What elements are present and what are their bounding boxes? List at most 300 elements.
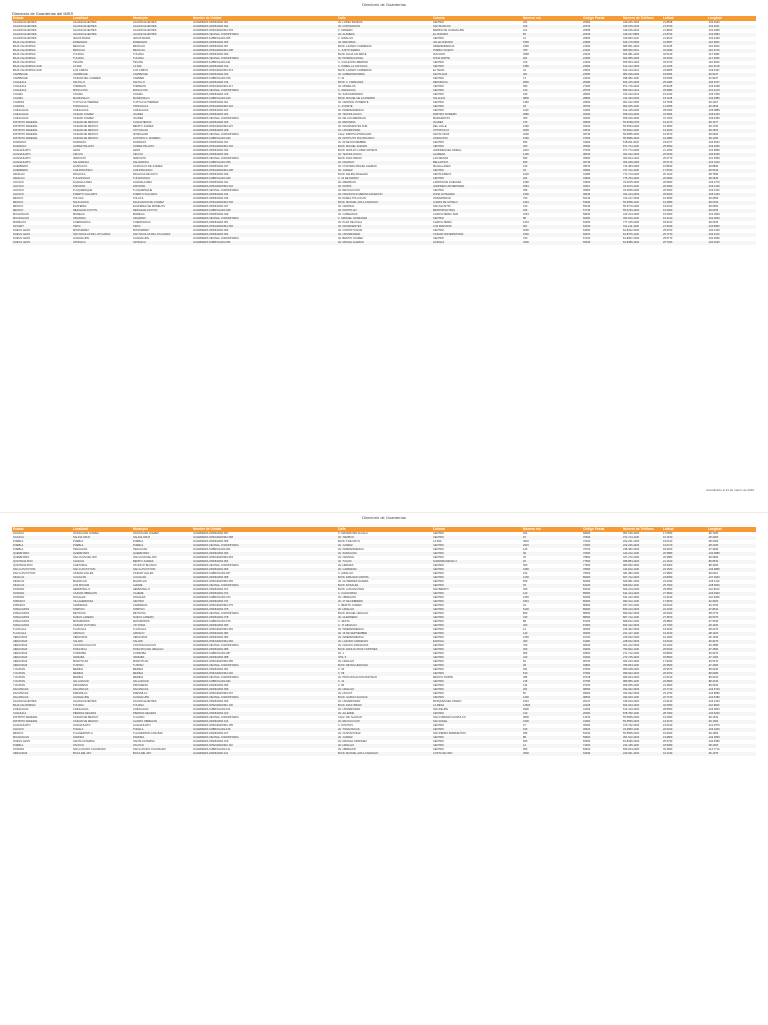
table-cell: 2000 — [523, 229, 529, 232]
table-cell: CIUDAD OBREGON — [73, 592, 97, 595]
table-cell: CENTRO — [433, 612, 444, 615]
table-cell: -93.3750 — [708, 604, 719, 607]
table-cell: GUARDERIA SUBROGADA 036 — [193, 161, 231, 164]
table-cell: VERACRUZ — [13, 648, 28, 651]
table-cell: 66 — [523, 660, 526, 663]
document-subtitle: Directorio de Guarderías del IMSS — [12, 11, 74, 16]
table-cell: -100.2590 — [708, 237, 720, 240]
table-cell: -105.2330 — [708, 193, 720, 196]
table-cell: 229-921-4400 — [623, 752, 640, 755]
table-cell: 340 — [523, 25, 528, 28]
table-cell: GUARDERIA VECINAL COMUNITARIA — [193, 217, 239, 220]
table-cell: -93.1167 — [708, 101, 719, 104]
table-cell: CHIHUAHUA — [13, 113, 29, 116]
table-cell: ZAPOPAN — [73, 185, 86, 188]
table-cell: JALISCO — [13, 193, 24, 196]
table-cell: -101.1800 — [708, 213, 720, 216]
table-cell: DISTRITO FEDERAL — [13, 716, 38, 719]
table-cell: 120 — [523, 89, 528, 92]
table-cell: 64000 — [583, 229, 591, 232]
table-cell: -96.1070 — [708, 752, 719, 755]
table-cell: 485 — [523, 676, 528, 679]
table-cell: GUARDERIA ORDINARIA 099 — [193, 700, 229, 703]
table-cell: CENTRO — [433, 592, 444, 595]
table-cell: GUARDERIA VECINAL COMUNITARIA — [193, 716, 239, 719]
table-cell: 461-612-4400 — [623, 153, 640, 156]
table-cell: 834-312-4400 — [623, 624, 640, 627]
table-cell: BAJA CALIFORNIA — [13, 61, 36, 64]
table-cell: -99.1677 — [708, 121, 719, 124]
table-cell: 510 — [523, 672, 528, 675]
table-cell: BAJA CALIFORNIA — [13, 704, 36, 707]
table-cell: CENTRO — [433, 744, 444, 747]
table-cell: SUPERMANZANA 4 — [433, 560, 457, 563]
table-cell: 24050 — [583, 73, 591, 76]
table-cell: NAUCALPAN DE JUAREZ — [133, 201, 164, 204]
table-cell: 999-944-3300 — [623, 676, 640, 679]
table-cell: REYNOSA — [73, 612, 86, 615]
table-cell: SAN BENITO — [433, 588, 449, 591]
table-cell: GUADALUPE — [73, 696, 89, 699]
table-cell: 90300 — [583, 632, 591, 635]
table-cell: AV. HEROES — [338, 564, 354, 567]
table-cell: -99.9960 — [708, 556, 719, 559]
table-cell: 449-963-1122 — [623, 37, 639, 40]
table-cell: 66350 — [583, 740, 591, 743]
table-cell: GUARDERIA VECINAL COMUNITARIA — [193, 544, 239, 547]
table-cell: 2300 — [523, 45, 529, 48]
table-cell: AGUASCALIENTES — [13, 37, 37, 40]
table-cell: BAJA CALIFORNIA — [13, 45, 36, 48]
table-cell: -97.3920 — [708, 548, 719, 551]
table-cell: AV. ALLENDE — [338, 712, 355, 715]
table-cell: -91.8227 — [708, 77, 719, 80]
table-cell: 27.4870 — [663, 616, 673, 619]
table-cell: 19.6900 — [663, 213, 673, 216]
table-cell: GUARDERIA ORDINARIA 034 — [193, 153, 229, 156]
table-cell: 26000 — [583, 712, 591, 715]
table-cell: BAJA CALIFORNIA SUR — [13, 69, 42, 72]
table-cell: AV. FRANCISCO MEDINA ASCENCIO — [338, 193, 383, 196]
table-cell: 19.3830 — [663, 125, 673, 128]
table-cell: TECATE — [133, 61, 144, 64]
table-cell: 17.0650 — [663, 532, 673, 535]
table-cell: 90000 — [583, 628, 591, 631]
table-cell: 937-372-2020 — [623, 604, 640, 607]
table-cell: 21.0190 — [663, 724, 673, 727]
table-cell: 744-484-3300 — [623, 165, 640, 168]
table-cell: 644-414-4400 — [623, 592, 640, 595]
table-cell: 244-445-1100 — [623, 744, 639, 747]
table-cell: 961-612-3300 — [623, 101, 640, 104]
table-cell: GUARDERIA INTEGRADORA 097 — [193, 692, 233, 695]
table-cell: 1500 — [523, 233, 529, 236]
table-cell: TLALPAN — [133, 716, 145, 719]
table-cell: 82000 — [583, 580, 591, 583]
table-cell: GUARDERIA INTEGRADORA 089 — [193, 660, 233, 663]
table-cell: PIEDRAS NEGRAS — [73, 712, 97, 715]
table-cell: 222-246-4400 — [623, 544, 640, 547]
table-cell: VERACRUZ — [73, 636, 88, 639]
table-cell: DURANGO — [13, 145, 27, 148]
table-cell: GUADALAJARA — [73, 181, 93, 184]
table-cell: -97.4590 — [708, 648, 719, 651]
table-cell: PIEDRAS NEGRAS — [133, 712, 157, 715]
table-cell: AV. INSURGENTES SUR — [338, 125, 368, 128]
table-cell: GUARDERIA INTEGRADORA 069 — [193, 580, 233, 583]
table-cell: CHIHUAHUA — [13, 109, 29, 112]
table-cell: AV. REVOLUCION — [338, 189, 360, 192]
table-cell: AV. INSURGENTES — [338, 225, 362, 228]
table-cell: MONTERREY — [73, 229, 90, 232]
table-cell: 50130 — [583, 197, 591, 200]
table-cell: 1891 — [523, 185, 529, 188]
table-cell: GUARDERIA INTEGRADORA 081 — [193, 628, 233, 631]
table-cell: 25.7900 — [663, 584, 673, 587]
table-cell: BARRIO DE GUADALUPE — [433, 29, 464, 32]
table-cell: 28 — [523, 664, 526, 667]
table-cell: CALZ. DE TLALPAN — [338, 716, 362, 719]
table-cell: TONALA — [73, 728, 84, 731]
table-cell: -99.0110 — [708, 572, 719, 575]
table-cell: -100.5230 — [708, 712, 720, 715]
table-cell: 31000 — [583, 109, 591, 112]
table-cell: 400 — [523, 624, 528, 627]
table-cell: -98.2370 — [708, 628, 719, 631]
table-cell: AV. UNIVERSIDAD — [338, 708, 361, 711]
table-cell: GUARDERIA SUBROGADA 056 — [193, 241, 231, 244]
table-cell: SAN LUIS POTOSI — [133, 568, 156, 571]
table-cell: UNIVERSIDAD — [433, 197, 451, 200]
table-cell: AV. PLAN DE AYALA — [338, 221, 363, 224]
table-cell: GUARDERIA VECINAL COMUNITARIA — [193, 57, 239, 60]
table-cell: AV. IGNACIO ZARAGOZA — [338, 644, 369, 647]
column-header: Número ext. — [523, 16, 542, 20]
table-cell: BLVD. MIGUEL DE LA MADRID — [338, 97, 375, 100]
table-cell: NOGALES — [73, 596, 86, 599]
table-cell: YUCATAN — [13, 668, 26, 671]
table-cell: AGUASCALIENTES — [133, 29, 157, 32]
table-cell: 21.1250 — [663, 149, 673, 152]
table-cell: -94.5470 — [708, 660, 719, 663]
table-cell: 1500 — [523, 181, 529, 184]
table-cell: -99.0600 — [708, 133, 719, 136]
table-cell: DURANGO — [13, 141, 27, 144]
document-page-1 — [0, 0, 768, 512]
table-cell: GUARDERIA ORDINARIA 001 — [193, 21, 229, 24]
table-cell: PUERTO VALLARTA — [73, 193, 98, 196]
table-cell: AV. CONVENCION — [338, 25, 361, 28]
table-cell: 97780 — [583, 680, 591, 683]
table-cell: DEL VALLE — [433, 125, 447, 128]
table-cell: CENTRO — [433, 728, 444, 731]
table-cell: CENTRO — [433, 109, 444, 112]
table-cell: -101.2570 — [708, 724, 720, 727]
table-cell: CIUDAD VALLES — [73, 572, 94, 575]
table-cell: ZACATECAS — [73, 688, 89, 691]
table-cell: 99000 — [583, 692, 591, 695]
table-cell: -92.9300 — [708, 600, 719, 603]
column-header: Número de Teléfono — [623, 527, 654, 531]
table-cell: C. SEXTA — [338, 620, 350, 623]
table-cell: OTHON P. BLANCO — [133, 564, 157, 567]
table-cell: 28000 — [583, 93, 591, 96]
table-cell: FRESNILLO — [73, 692, 88, 695]
table-cell: ALAMEDA — [433, 153, 446, 156]
table-cell: AGUASCALIENTES — [133, 33, 157, 36]
table-cell: 450 — [523, 117, 528, 120]
table-cell: 19.6010 — [663, 205, 673, 208]
table-cell: CIUDAD VALLES — [133, 572, 154, 575]
table-cell: JESUS MARIA — [133, 37, 151, 40]
table-cell: 951-516-3300 — [623, 532, 640, 535]
table-cell: GUADALUPE — [133, 696, 149, 699]
table-cell: -100.2000 — [708, 241, 720, 244]
table-cell: 42080 — [583, 173, 591, 176]
table-cell: 50 — [523, 692, 526, 695]
table-cell: 81-8342-3300 — [623, 229, 640, 232]
table-cell: CENTRO — [433, 584, 444, 587]
table-cell: 67100 — [583, 237, 591, 240]
table-cell: 228-812-4400 — [623, 640, 640, 643]
table-cell: AV. ZARAGOZA — [338, 552, 357, 555]
table-cell: -94.4580 — [708, 644, 719, 647]
table-cell: NUEVO LEON — [13, 740, 31, 743]
table-cell: GUARDERIA ORDINARIA 039 — [193, 173, 229, 176]
table-cell: LA PAZ — [133, 65, 142, 68]
table-cell: NEZAHUALCOYOTL — [73, 209, 98, 212]
table-cell: TLAXCALA — [133, 628, 147, 631]
table-cell: 962-625-1100 — [623, 105, 639, 108]
table-cell: 25.5428 — [663, 85, 673, 88]
table-cell: XALAPA — [133, 640, 143, 643]
table-cell: SINALOA — [13, 580, 25, 583]
table-cell: GUERRERO — [13, 169, 28, 172]
table-cell: 20.5710 — [663, 161, 673, 164]
table-cell: GUARDERIA ORDINARIA 078 — [193, 616, 229, 619]
table-cell: 31.6904 — [663, 113, 673, 116]
table-cell: COLIMA — [133, 93, 143, 96]
table-cell: COATZACOALCOS — [73, 644, 97, 647]
table-cell: 54010 — [583, 732, 591, 735]
table-cell: 31.3190 — [663, 596, 673, 599]
table-cell: 18.9080 — [663, 744, 673, 747]
table-cell: GUARDERIA ORDINARIA 072 — [193, 592, 229, 595]
table-cell: GUARDERIA VECINAL COMUNITARIA — [193, 33, 239, 36]
table-cell: JESUS MARIA — [73, 37, 91, 40]
table-cell: AV. INDEPENDENCIA — [338, 628, 364, 631]
table-cell: AV. PANTITLAN — [338, 209, 357, 212]
table-cell: -100.9737 — [708, 81, 720, 84]
table-cell: GUANAJUATO — [13, 157, 31, 160]
table-cell: -98.3640 — [708, 177, 719, 180]
table-cell: 66451 — [583, 233, 591, 236]
table-cell: TUXTLA GUTIERREZ — [133, 101, 159, 104]
table-cell: AGUASCALIENTES — [13, 33, 37, 36]
table-cell: EL DORADO — [433, 33, 449, 36]
column-header: Latitud — [663, 16, 674, 20]
table-cell: BAJA CALIFORNIA — [13, 53, 36, 56]
table-cell: 981-816-2020 — [623, 73, 640, 76]
table-cell: 55-5793-4400 — [623, 209, 640, 212]
table-cell: INDEPENDENCIA — [433, 45, 455, 48]
table-cell: 23454 — [583, 69, 591, 72]
table-cell: 938-382-1100 — [623, 77, 639, 80]
table-cell: -99.1870 — [708, 129, 719, 132]
table-cell: BOCA DEL RIO — [73, 752, 92, 755]
table-cell: DISTRITO FEDERAL — [13, 121, 38, 124]
table-cell: 97000 — [583, 672, 591, 675]
table-cell: 22105 — [583, 704, 591, 707]
table-cell: -97.1000 — [708, 656, 719, 659]
table-cell: MONCLOVA — [133, 89, 148, 92]
table-cell: AV. REFORMA — [338, 121, 356, 124]
table-cell: AV. OBREGON — [338, 748, 356, 751]
table-cell: 88 — [523, 736, 526, 739]
table-cell: BLVD. LAZARO CARDENAS — [338, 69, 372, 72]
table-cell: VILLAHERMOSA — [73, 600, 94, 603]
table-cell: CIUDAD DE MEXICO — [73, 137, 99, 140]
table-cell: GUARDERIA ORDINARIA 016 — [193, 81, 229, 84]
table-cell: 21.8790 — [663, 25, 673, 28]
table-cell: AHOME — [133, 584, 143, 587]
table-cell: 481-382-2020 — [623, 572, 640, 575]
table-cell: CENTRO — [433, 177, 444, 180]
table-cell: 442-212-1100 — [623, 552, 639, 555]
table-cell: GUARDERIA ORDINARIA 023 — [193, 109, 229, 112]
table-cell: GUANAJUATO — [73, 724, 91, 727]
table-cell: MEXICALI — [133, 49, 146, 52]
column-header: Longitud — [708, 527, 722, 531]
table-cell: 871-716-4400 — [623, 85, 640, 88]
table-cell: CENTRO — [433, 101, 444, 104]
table-cell: 20059 — [583, 29, 591, 32]
table-cell: AGUASCALIENTES — [13, 25, 37, 28]
table-cell: 72000 — [583, 544, 591, 547]
table-cell: HUINALA — [433, 241, 445, 244]
table-cell: TUXTLA GUTIERREZ — [73, 101, 99, 104]
table-cell: BAJA CALIFORNIA SUR — [13, 65, 42, 68]
table-body — [12, 21, 756, 245]
table-cell: 271-712-2020 — [623, 652, 640, 655]
table-cell: -99.1900 — [708, 720, 719, 723]
table-cell: AGUASCALIENTES — [13, 29, 37, 32]
table-cell: 1450 — [523, 101, 529, 104]
table-cell: AV. 20 DE NOVIEMBRE — [338, 141, 366, 144]
table-cell: GUARDERIA VECINAL COMUNITARIA — [193, 89, 239, 92]
table-cell: GUARDERIA ORDINARIA 109 — [193, 740, 229, 743]
table-cell: CENTRO — [433, 672, 444, 675]
document-page-2 — [0, 512, 768, 1025]
table-cell: MORELIA — [133, 213, 145, 216]
table-cell: AV. REVOLUCION — [338, 720, 360, 723]
table-cell: 60000 — [583, 217, 591, 220]
table-cell: 81-8376-1100 — [623, 233, 639, 236]
table-cell: 656-616-3300 — [623, 117, 640, 120]
table-cell: 32.5720 — [663, 61, 673, 64]
table-cell: CHILPANCINGO — [73, 169, 93, 172]
table-cell: CIUDAD DE MEXICO — [73, 121, 99, 124]
table-cell: AGUASCALIENTES — [133, 700, 157, 703]
table-cell: ZACATECAS — [13, 692, 29, 695]
table-cell: NUEVO LEON — [13, 237, 31, 240]
table-cell: -103.7250 — [708, 93, 720, 96]
table-cell: 900 — [523, 748, 528, 751]
table-cell: -103.4068 — [708, 85, 720, 88]
table-cell: ZACATECAS — [133, 688, 149, 691]
table-cell: ALVARO OBREGON — [133, 720, 158, 723]
table-cell: 25.7270 — [663, 233, 673, 236]
table-cell: 500 — [523, 580, 528, 583]
table-cell: 656-613-4400 — [623, 113, 640, 116]
table-cell: TLALNEPANTLA DE BAZ — [133, 732, 163, 735]
table-cell: -99.5070 — [708, 616, 719, 619]
table-cell: ECATEPEC — [73, 205, 87, 208]
table-cell: AV. INTERNACIONAL — [338, 57, 364, 60]
table-cell: 39670 — [583, 165, 591, 168]
table-cell: 998-884-4400 — [623, 560, 640, 563]
table-cell: 32030 — [583, 113, 591, 116]
table-cell: VICTORIA — [133, 624, 146, 627]
table-cell: 19.5440 — [663, 640, 673, 643]
table-cell: MAGALLANES — [433, 165, 451, 168]
table-cell: C. MACEDONIO ALCALA — [338, 532, 368, 535]
table-cell: 201 — [523, 532, 528, 535]
table-cell: 45 — [523, 584, 526, 587]
table-cell: JALISCO — [13, 181, 24, 184]
table-cell: 19.2950 — [663, 716, 673, 719]
table-cell: AGUASCALIENTES — [73, 29, 97, 32]
table-cell: 5100 — [523, 608, 529, 611]
table-cell: QUINTANA ROO — [13, 560, 33, 563]
table-cell: CHIHUAHUA — [13, 117, 29, 120]
table-cell: -103.2340 — [708, 728, 720, 731]
table-cell: OAXACA DE JUAREZ — [133, 532, 159, 535]
table-cell: 19.4270 — [663, 121, 673, 124]
table-cell: SAN FELIPE — [433, 708, 448, 711]
table-cell: -86.8510 — [708, 560, 719, 563]
table-cell: GUANAJUATO — [13, 724, 31, 727]
table-cell: AV. JUAREZ — [338, 169, 353, 172]
table-cell: -102.3120 — [708, 700, 720, 703]
table-cell: CIUDAD DE MEXICO — [73, 129, 99, 132]
table-cell: 76800 — [583, 556, 591, 559]
table-cell: 15 — [523, 536, 526, 539]
table-cell: 24100 — [583, 77, 591, 80]
table-cell: SAN AGUSTIN — [433, 205, 451, 208]
table-cell: 1050 — [523, 636, 529, 639]
table-cell: GUARDERIA INTEGRADORA 052 — [193, 225, 233, 228]
table-cell: GUARDERIA ORDINARIA 083 — [193, 636, 229, 639]
table-cell: 20.6400 — [663, 193, 673, 196]
table-cell: GUARDERIA INTEGRADORA 013 — [193, 69, 233, 72]
table-cell: CIUDAD JUAREZ — [73, 117, 94, 120]
table-cell: APIZACO — [133, 632, 145, 635]
table-cell: AV. REFORMA — [338, 41, 356, 44]
table-cell: 20.5320 — [663, 648, 673, 651]
table-cell: 1020 — [523, 173, 529, 176]
table-cell: 24.8090 — [663, 576, 673, 579]
table-cell: CENTRO — [433, 636, 444, 639]
table-cell: 230 — [523, 93, 528, 96]
table-cell: CAMPECHE — [13, 77, 28, 80]
table-cell: 63190 — [583, 225, 591, 228]
table-cell: CIUDAD VICTORIA — [73, 624, 96, 627]
table-cell: POZA RICA DE HIDALGO — [133, 648, 164, 651]
table-cell: AV. CENTRAL — [338, 205, 355, 208]
table-cell: CENTRO — [433, 656, 444, 659]
table-cell: MAZATLAN — [73, 580, 87, 583]
